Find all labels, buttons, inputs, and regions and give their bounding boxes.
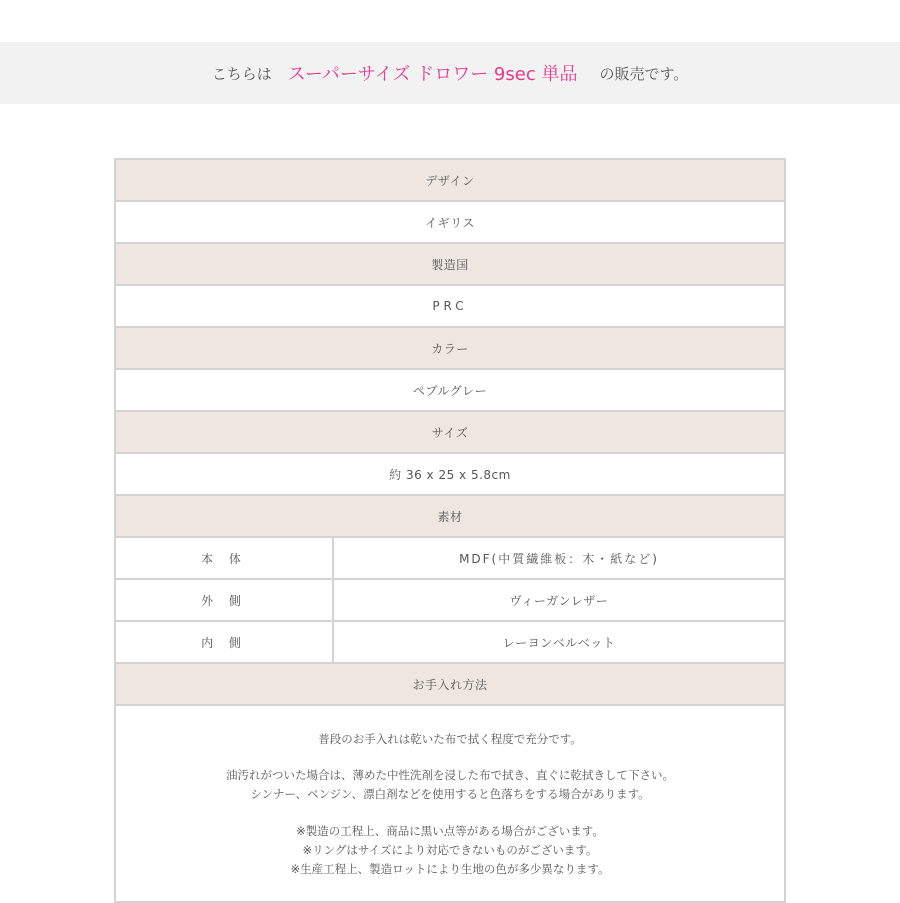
size-label: サイズ [431,425,469,440]
material-part-label: 内 側 [116,622,334,662]
care-label: お手入れ方法 [412,677,488,692]
origin-label: 製造国 [431,257,469,272]
material-part-label: 外 側 [116,580,334,620]
care-note: ※製造の工程上、商品に黒い点等がある場合がございます。 [296,824,604,838]
origin-header [116,244,784,286]
care-note: ※リングはサイズにより対応できないものがございます。 [302,843,598,857]
material-part-value: レーヨンベルベット [502,635,616,650]
material-header [116,496,784,538]
care-header [116,664,784,706]
size-header [116,412,784,454]
material-part-label: 本 体 [116,538,334,578]
spec-table [114,158,786,903]
color-header [116,328,784,370]
material-row-body [116,538,784,580]
care-line: シンナー、ベンジン、漂白剤などを使用すると色落ちをする場合があります。 [250,787,650,801]
care-line: 油汚れがついた場合は、薄めた中性洗剤を浸した布で拭き、直ぐに乾拭きして下さい。 [225,768,675,782]
banner-suffix: の販売です。 [599,64,689,83]
product-name: スーパーサイズ ドロワー 9sec 単品 [287,64,578,85]
banner-prefix: こちらは [211,64,272,83]
size-value: 約 36 x 25 x 5.8cm [389,467,511,482]
material-part-value: ヴィーガンレザー [509,593,609,608]
design-header [116,160,784,202]
origin-row [116,286,784,328]
color-value: ペブルグレー [412,383,488,398]
material-row-outer [116,580,784,622]
design-row [116,202,784,244]
care-line: 普段のお手入れは乾いた布で拭く程度で充分です。 [318,732,582,746]
material-label: 素材 [437,509,463,524]
color-row [116,370,784,412]
design-label: デザイン [425,173,475,188]
color-label: カラー [431,341,469,356]
material-part-value: MDF(中質繊維板：木・紙など) [459,551,659,566]
design-value: イギリス [425,215,475,230]
care-note: ※生産工程上、製造ロットにより生地の色が多少異なります。 [290,862,610,876]
product-banner [0,42,900,104]
origin-value: PRC [432,299,468,313]
material-row-inner [116,622,784,664]
size-row [116,454,784,496]
care-instructions [116,706,784,901]
